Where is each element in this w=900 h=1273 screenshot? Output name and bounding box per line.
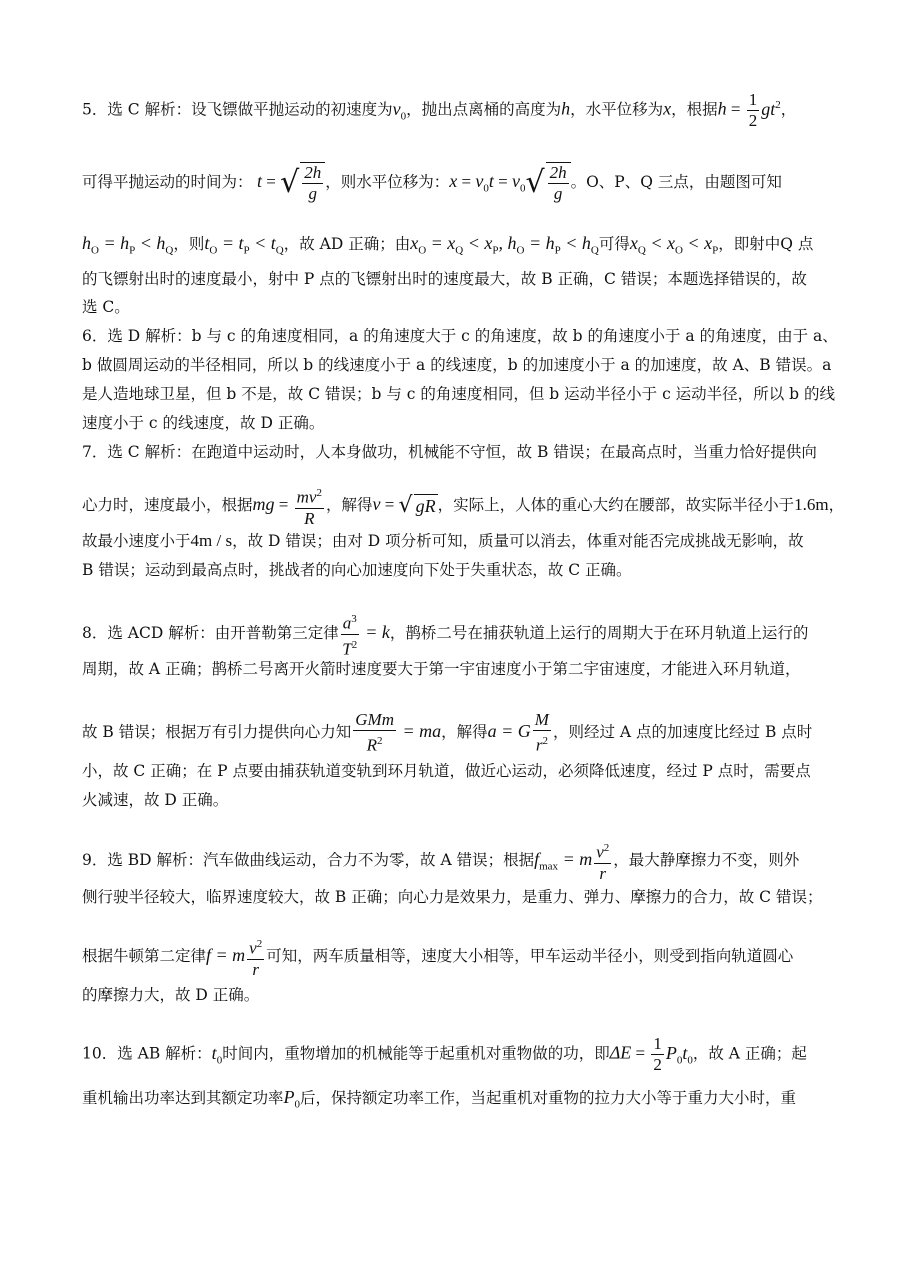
formula-fmax: $f_{max} = m$	[534, 848, 593, 873]
formula-t0: $t_0$	[211, 1042, 223, 1067]
formula-f-mv2-r: f = m	[206, 944, 246, 965]
formula-heights: $h_O = h_P < h_Q$	[82, 233, 174, 257]
q8-line-5: 火减速，故 D 正确。	[82, 791, 229, 809]
q10-line-1: 10．选 AB 解析：$t_0$时间内，重物增加的机械能等于起重机对重物做的功，即ΔE = $\frac{1}{2}$ $P_0t_0$，故 A 正确；起	[82, 1034, 807, 1074]
q5-line-4: 的飞镖射出时的速度最小，射中 P 点的飞镖射出时的速度最大，故 B 正确，C 错误；本题选择错误的，故	[82, 270, 807, 288]
formula-v-sqrt-gR: v	[372, 493, 381, 514]
q9-line-2: 侧行驶半径较大，临界速度较大，故 B 正确；向心力是效果力，是重力、弹力、摩擦力的合力，故 C 错误；	[82, 888, 823, 906]
q8-line-3: 故 B 错误；根据万有引力提供向心力知 $\frac{\text{GMm}}{R^2}$ = ma，解得a = G $\frac{M}{r^2}$ ，则经过 A 点的加速度比经过 B 点时	[82, 710, 813, 755]
formula-positions: $x_O = x_Q < x_P$, $h_O = h_P < h_Q$	[410, 233, 599, 257]
q6-line-1: 6．选 D 解析：b 与 c 的角速度相同，a 的角速度大于 c 的角速度，故 b 的角速度小于 a 的角速度，由于 a、	[82, 327, 838, 345]
formula-delta-E: ΔE	[609, 1042, 632, 1063]
q5-line-3: $h_O = h_P < h_Q$，则$t_O = t_P < t_Q$，故 AD 正确；由$x_O = x_Q < x_P$, $h_O = h_P < h_Q$可得$x_Q < x_O < x_P$，即射中Q 点	[82, 233, 814, 257]
q5-line-5: 选 C。	[82, 298, 130, 316]
formula-P0: $P_0$	[283, 1087, 301, 1111]
q7-line-1: 7．选 C 解析：在跑道中运动时，人本身做功，机械能不守恒，故 B 错误；在最高点时，当重力恰好提供向	[82, 443, 817, 461]
formula-gravity: $\frac{\text{GMm}}{R^2}$	[355, 710, 394, 755]
formula-x-v0t: x	[449, 171, 458, 191]
formula-a-GM-r2: a = G	[487, 720, 531, 741]
q5-line-1: 5．选 C 解析：设飞镖做平抛运动的初速度为$v_0$，抛出点离桶的高度为h，水平位移为x，根据h = $\frac{1}{2}$ $gt^2$，	[82, 90, 797, 130]
formula-time: t	[252, 171, 263, 191]
formula-order: $x_Q < x_O < x_P$	[629, 233, 719, 257]
formula-v0: $v_0$	[392, 98, 407, 123]
q9-line-4: 的摩擦力大，故 D 正确。	[82, 986, 260, 1004]
q8-line-4: 小，故 C 正确；在 P 点要由捕获轨道变轨到环月轨道，做近心运动，必须降低速度，经过 P 点时，需要点	[82, 762, 811, 780]
formula-times: $t_O = t_P < t_Q$	[204, 233, 284, 257]
formula-h-half-gt2: h	[717, 98, 727, 119]
q8-line-1: 8．选 ACD 解析：由开普勒第三定律 $\frac{a^3}{T^2}$ = k，鹊桥二号在捕获轨道上运行的周期大于在环月轨道上运行的	[82, 609, 822, 659]
q10-line-2: 重机输出功率达到其额定功率$P_0$后，保持额定功率工作，当起重机对重物的拉力大小等于重力大小时，重	[82, 1087, 797, 1111]
formula-mg-mv2-R: mg	[252, 493, 275, 514]
formula-x: x	[663, 98, 672, 119]
formula-h: h	[561, 98, 571, 119]
q8-line-2: 周期，故 A 正确；鹊桥二号离开火箭时速度要大于第一宇宙速度小于第二宇宙速度，才能进入环月轨道，	[82, 660, 801, 678]
fraction-one-half: $\frac{1}{2}$	[748, 90, 758, 130]
q7-line-2: 心力时，速度最小，根据mg = $\frac{mv^2}{R}$ ，解得v = √ gR ，实际上，人体的重心大约在腰部，故实际半径小于1.6m，	[82, 483, 822, 529]
formula-kepler: $\frac{a^3}{T^2}$	[341, 609, 359, 659]
q9-line-3: 根据牛顿第二定律f = m $\frac{v^2}{r}$ 可知，两车质量相等，速度大小相等，甲车运动半径小，则受到指向轨道圆心	[82, 934, 822, 980]
q6-line-4: 速度小于 c 的线速度，故 D 正确。	[82, 414, 325, 432]
q7-line-4: B 错误；运动到最高点时，挑战者的向心加速度向下处于失重状态，故 C 正确。	[82, 561, 632, 579]
q9-line-1: 9．选 BD 解析：汽车做曲线运动，合力不为零，故 A 错误；根据$f_{max} = m$ $\frac{v^2}{r}$ ，最大静摩擦力不变，则外	[82, 838, 822, 884]
q7-line-3: 故最小速度小于4m / s，故 D 错误；由对 D 项分析可知，质量可以消去，体重对能否完成挑战无影响，故	[82, 531, 804, 550]
q6-line-2: b 做圆周运动的半径相同，所以 b 的线速度小于 a 的线速度，b 的加速度小于 a 的加速度，故 A、B 错误。a	[82, 356, 832, 374]
q6-line-3: 是人造地球卫星，但 b 不是，故 C 错误；b 与 c 的角速度相同，但 b 运动半径小于 c 运动半径，所以 b 的线	[82, 385, 835, 403]
q5-line-2: 可得平抛运动的时间为： t = √ $\frac{2h}{g}$ ，则水平位移为：$x = v_0t = v_0√$ $\frac{2h}{g}$ 。O、P、Q 三点，由题图可知	[82, 163, 782, 203]
